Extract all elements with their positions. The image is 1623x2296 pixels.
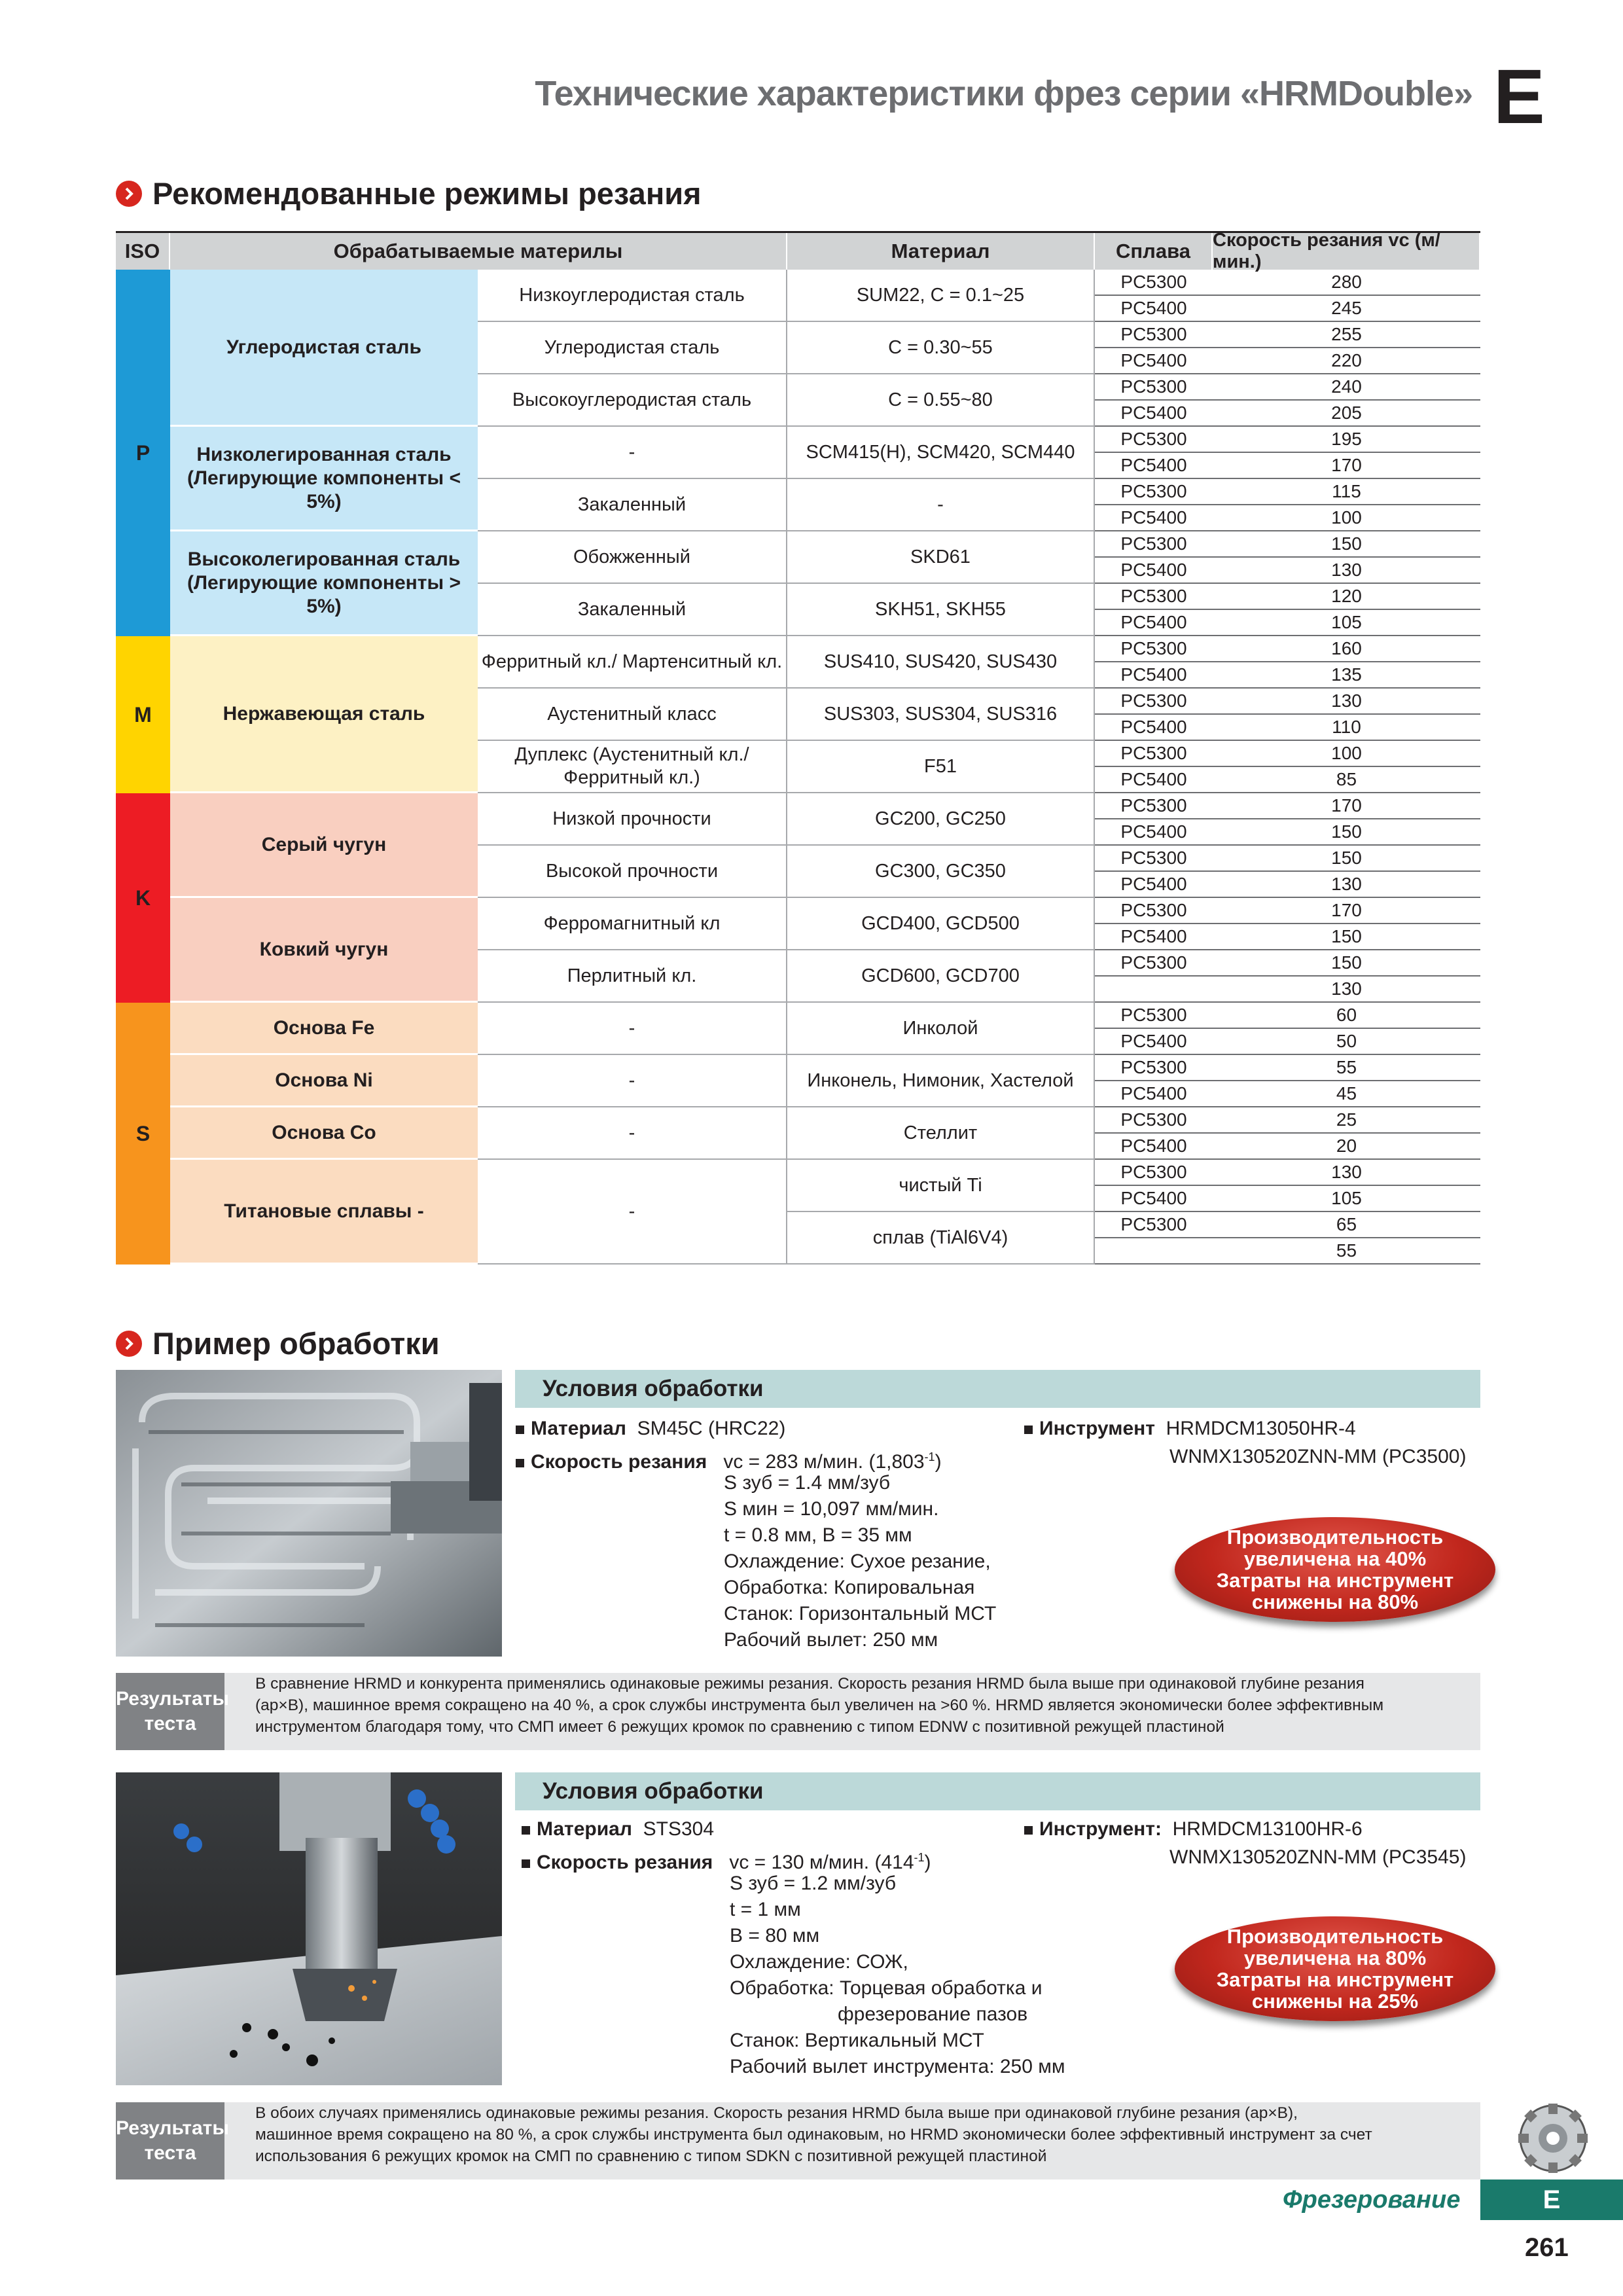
speed-cell: 170	[1213, 453, 1480, 479]
subtype-cell: Ферритный кл./ Мартенситный кл.	[478, 636, 787, 689]
speed-line-2: Скорость резания vc = 130 м/мин. $(414^{-1})$	[522, 1844, 931, 1876]
speed-cell: 105	[1213, 610, 1480, 636]
material-grade-cell: C = 0.30~55	[787, 322, 1095, 374]
material-grade-cell: Инконель, Нимоник, Хастелой	[787, 1055, 1095, 1107]
cutting-modes-table	[116, 230, 1480, 1261]
alloy-cell: PC5400	[1095, 1081, 1213, 1107]
speed-cell: 115	[1213, 479, 1480, 505]
subtype-cell: -	[478, 1055, 787, 1107]
material-grade-cell: SUM22, C = 0.1~25	[787, 270, 1095, 322]
material-grade-cell: SCM415(H), SCM420, SCM440	[787, 427, 1095, 479]
alloy-cell: PC5400	[1095, 610, 1213, 636]
subtype-cell: -	[478, 1107, 787, 1160]
alloy-cell: PC5300	[1095, 531, 1213, 558]
alloy-cell: PC5300	[1095, 479, 1213, 505]
material-grade-cell: F51	[787, 741, 1095, 793]
speed-cell: 25	[1213, 1107, 1480, 1134]
machining-photo-2	[116, 1772, 502, 2085]
alloy-cell: PC5300	[1095, 1003, 1213, 1029]
square-bullet-icon	[516, 1426, 524, 1434]
speed-cell: 150	[1213, 950, 1480, 977]
condition-line: Обработка: Копировальная	[724, 1577, 975, 1598]
speed-cell: 20	[1213, 1134, 1480, 1160]
footer-category: Фрезерование	[1283, 2186, 1461, 2214]
condition-line: S зуб = 1.4 мм/зуб	[724, 1472, 891, 1494]
material-grade-cell: SKH51, SKH55	[787, 584, 1095, 636]
speed-cell: 150	[1213, 819, 1480, 846]
subtype-cell: Обожженный	[478, 531, 787, 584]
subtype-cell: Высокой прочности	[478, 846, 787, 898]
speed-cell: 55	[1213, 1238, 1480, 1265]
table-body	[116, 270, 1480, 1265]
square-bullet-icon	[516, 1459, 524, 1467]
speed-line-1: Скорость резания vc = 283 м/мин. $(1,803^{-1})$	[516, 1444, 942, 1475]
section-letter: E	[1493, 54, 1545, 140]
subtype-cell: Аустенитный класс	[478, 689, 787, 741]
speed-cell: 170	[1213, 793, 1480, 819]
speed-cell: 240	[1213, 374, 1480, 401]
iso-group-cell: P	[116, 270, 170, 636]
alloy-cell: PC5400	[1095, 872, 1213, 898]
condition-line: Рабочий вылет инструмента: 250 мм	[730, 2056, 1065, 2077]
table-header-row	[116, 230, 1480, 272]
results-label-1: Результаты теста	[116, 1673, 224, 1750]
speed-cell: 245	[1213, 296, 1480, 322]
material-grade-cell: SUS410, SUS420, SUS430	[787, 636, 1095, 689]
alloy-cell: PC5300	[1095, 793, 1213, 819]
speed-cell: 195	[1213, 427, 1480, 453]
condition-line: Охлаждение: СОЖ,	[730, 1951, 908, 1973]
condition-line: Обработка: Торцевая обработка и	[730, 1977, 1043, 1999]
results-text-2: В обоих случаях применялись одинаковые режимы резания. Скорость резания HRMD была выше при одинаковой глубине резания (ap×B), машинное время сокращено на 80 %, а срок службы инструмента был одинаковым, но HRMD экономически более эффективный инструмент за счет использования 6 режущих кромок на СМП по сравнению с типом SDKN с позитивной режущей пластиной	[255, 2104, 1372, 2165]
speed-cell: 60	[1213, 1003, 1480, 1029]
milling-cutter-icon	[1517, 2102, 1589, 2174]
material-line-2: Материал STS304	[522, 1816, 714, 1842]
iso-group-cell: M	[116, 636, 170, 793]
material-grade-cell: Инколой	[787, 1003, 1095, 1055]
alloy-cell: PC5300	[1095, 950, 1213, 977]
alloy-cell: PC5400	[1095, 505, 1213, 531]
subtype-cell: Закаленный	[478, 479, 787, 531]
speed-cell: 120	[1213, 584, 1480, 610]
material-grade-cell: C = 0.55~80	[787, 374, 1095, 427]
tool-line-2: Инструмент: HRMDCM13100HR-6	[1024, 1816, 1363, 1842]
alloy-cell: PC5300	[1095, 427, 1213, 453]
subtype-cell: Перлитный кл.	[478, 950, 787, 1003]
alloy-cell: PC5300	[1095, 322, 1213, 348]
result-badge-1: Производительность увеличена на 40% Затраты на инструмент снижены на 80%	[1175, 1517, 1495, 1622]
speed-cell: 130	[1213, 1160, 1480, 1186]
machining-photo-1	[116, 1370, 502, 1657]
speed-cell: 100	[1213, 505, 1480, 531]
alloy-cell: PC5400	[1095, 1186, 1213, 1212]
square-bullet-icon	[1024, 1426, 1033, 1434]
speed-cell: 150	[1213, 531, 1480, 558]
condition-line: t = 0.8 мм, B = 35 мм	[724, 1524, 912, 1546]
material-grade-cell: сплав (TiAl6V4)	[787, 1212, 1095, 1265]
alloy-cell: PC5300	[1095, 270, 1213, 296]
speed-cell: 55	[1213, 1055, 1480, 1081]
alloy-cell: PC5400	[1095, 1134, 1213, 1160]
alloy-cell: PC5400	[1095, 715, 1213, 741]
subtype-cell: Низкоуглеродистая сталь	[478, 270, 787, 322]
alloy-cell: PC5400	[1095, 819, 1213, 846]
subtype-cell: Закаленный	[478, 584, 787, 636]
tool-insert-2: WNMX130520ZNN-MM (PC3545)	[1169, 1846, 1467, 1868]
material-group-cell: Основа Co	[170, 1107, 478, 1160]
alloy-cell: PC5300	[1095, 689, 1213, 715]
tool-line-1: Инструмент HRMDCM13050HR-4	[1024, 1416, 1356, 1442]
material-group-cell: Углеродистая сталь	[170, 270, 478, 427]
condition-line: Рабочий вылет: 250 мм	[724, 1629, 938, 1651]
speed-cell: 170	[1213, 898, 1480, 924]
subtype-cell: Высокоуглеродистая сталь	[478, 374, 787, 427]
material-group-cell: Нержавеющая сталь	[170, 636, 478, 793]
material-group-cell: Низколегированная сталь (Легирующие компоненты < 5%)	[170, 427, 478, 531]
material-grade-cell: GCD600, GCD700	[787, 950, 1095, 1003]
alloy-cell: PC5400	[1095, 453, 1213, 479]
th-iso: ISO	[116, 233, 170, 270]
speed-cell: 130	[1213, 689, 1480, 715]
result-badge-2: Производительность увеличена на 80% Затраты на инструмент снижены на 25%	[1175, 1916, 1495, 2021]
condition-line: B = 80 мм	[730, 1925, 820, 1946]
material-grade-cell: SKD61	[787, 531, 1095, 584]
speed-cell: 280	[1213, 270, 1480, 296]
speed-cell: 100	[1213, 741, 1480, 767]
square-bullet-icon	[1024, 1826, 1033, 1835]
square-bullet-icon	[522, 1826, 530, 1835]
alloy-cell: PC5400	[1095, 767, 1213, 793]
page-number: 261	[1525, 2233, 1569, 2262]
alloy-cell: PC5400	[1095, 348, 1213, 374]
speed-cell: 85	[1213, 767, 1480, 793]
conditions-bar-2: Условия обработки	[515, 1772, 1480, 1810]
square-bullet-icon	[522, 1859, 530, 1868]
arrow-bullet-icon	[116, 1331, 142, 1357]
alloy-cell: PC5300	[1095, 374, 1213, 401]
speed-cell: 110	[1213, 715, 1480, 741]
material-group-cell: Титановые сплавы -	[170, 1160, 478, 1265]
condition-line: Станок: Горизонтальный МСТ	[724, 1603, 997, 1624]
material-grade-cell: GCD400, GCD500	[787, 898, 1095, 950]
speed-cell: 220	[1213, 348, 1480, 374]
speed-cell: 50	[1213, 1029, 1480, 1055]
results-label-2: Результаты теста	[116, 2102, 224, 2179]
material-group-cell: Основа Ni	[170, 1055, 478, 1107]
subtype-cell: -	[478, 427, 787, 479]
alloy-cell: PC5300	[1095, 1107, 1213, 1134]
th-material: Материал	[787, 233, 1095, 270]
alloy-cell: PC5300	[1095, 584, 1213, 610]
condition-line: t = 1 мм	[730, 1899, 801, 1920]
condition-line: Станок: Вертикальный МСТ	[730, 2030, 984, 2051]
alloy-cell: PC5300	[1095, 1212, 1213, 1238]
alloy-cell: PC5300	[1095, 898, 1213, 924]
page-header-title: Технические характеристики фрез серии «HRMDouble»	[535, 74, 1472, 113]
speed-cell: 135	[1213, 662, 1480, 689]
subtype-cell: Дуплекс (Аустенитный кл./ Ферритный кл.)	[478, 741, 787, 793]
iso-group-cell: K	[116, 793, 170, 1003]
th-materials: Обрабатываемые материлы	[170, 233, 787, 270]
speed-cell: 150	[1213, 846, 1480, 872]
material-grade-cell: -	[787, 479, 1095, 531]
material-grade-cell: GC200, GC250	[787, 793, 1095, 846]
conditions-bar-1: Условия обработки	[515, 1370, 1480, 1408]
material-group-cell: Высоколегированная сталь (Легирующие компоненты > 5%)	[170, 531, 478, 636]
subtype-cell: -	[478, 1160, 787, 1265]
subtype-cell: Низкой прочности	[478, 793, 787, 846]
material-grade-cell: GC300, GC350	[787, 846, 1095, 898]
alloy-cell: PC5400	[1095, 401, 1213, 427]
speed-cell: 65	[1213, 1212, 1480, 1238]
results-text-1: В сравнение HRMD и конкурента применялись одинаковые режимы резания. Скорость резания HRMD была выше при одинаковой глубине резания (ap×B), машинное время сокращено на 40 %, а срок службы инструмента был увеличен на >60 %. HRMD является экономически более эффективным инструментом благодаря тому, что СМП имеет 6 режущих кромок по сравнению с типом EDNW с позитивной режущей пластиной	[255, 1675, 1384, 1736]
tool-insert-1: WNMX130520ZNN-MM (PC3500)	[1169, 1446, 1467, 1467]
condition-line: S мин = 10,097 мм/мин.	[724, 1498, 939, 1520]
iso-group-cell: S	[116, 1003, 170, 1265]
material-grade-cell: чистый Ti	[787, 1160, 1095, 1212]
speed-cell: 130	[1213, 977, 1480, 1003]
condition-line: S зуб = 1.2 мм/зуб	[730, 1873, 897, 1894]
material-line-1: Материал SM45C (HRC22)	[516, 1416, 785, 1442]
alloy-cell	[1095, 977, 1213, 1003]
section-title-text: Рекомендованные режимы резания	[152, 176, 702, 211]
alloy-cell: PC5300	[1095, 741, 1213, 767]
condition-line: Охлаждение: Сухое резание,	[724, 1551, 991, 1572]
alloy-cell	[1095, 1238, 1213, 1265]
speed-cell: 130	[1213, 558, 1480, 584]
speed-cell: 255	[1213, 322, 1480, 348]
arrow-bullet-icon	[116, 181, 142, 207]
alloy-cell: PC5300	[1095, 1160, 1213, 1186]
th-alloy: Сплава	[1095, 233, 1213, 270]
condition-line: фрезерование пазов	[838, 2003, 1028, 2025]
speed-cell: 160	[1213, 636, 1480, 662]
material-grade-cell: SUS303, SUS304, SUS316	[787, 689, 1095, 741]
subtype-cell: -	[478, 1003, 787, 1055]
section-title-example	[116, 1325, 440, 1361]
alloy-cell: PC5400	[1095, 296, 1213, 322]
th-speed: Скорость резания vc (м/мин.)	[1213, 233, 1480, 270]
alloy-cell: PC5300	[1095, 1055, 1213, 1081]
material-group-cell: Основа Fe	[170, 1003, 478, 1055]
material-group-cell: Серый чугун	[170, 793, 478, 898]
section-title-cutting-modes	[116, 175, 702, 211]
speed-cell: 45	[1213, 1081, 1480, 1107]
alloy-cell: PC5300	[1095, 636, 1213, 662]
speed-cell: 205	[1213, 401, 1480, 427]
footer-section-letter: E	[1480, 2179, 1623, 2220]
material-grade-cell: Стеллит	[787, 1107, 1095, 1160]
alloy-cell: PC5400	[1095, 558, 1213, 584]
alloy-cell: PC5400	[1095, 662, 1213, 689]
subtype-cell: Ферромагнитный кл	[478, 898, 787, 950]
alloy-cell: PC5300	[1095, 846, 1213, 872]
subtype-cell: Углеродистая сталь	[478, 322, 787, 374]
alloy-cell: PC5400	[1095, 1029, 1213, 1055]
material-group-cell: Ковкий чугун	[170, 898, 478, 1003]
speed-cell: 130	[1213, 872, 1480, 898]
speed-cell: 105	[1213, 1186, 1480, 1212]
section-title-text: Пример обработки	[152, 1326, 440, 1361]
alloy-cell: PC5400	[1095, 924, 1213, 950]
speed-cell: 150	[1213, 924, 1480, 950]
